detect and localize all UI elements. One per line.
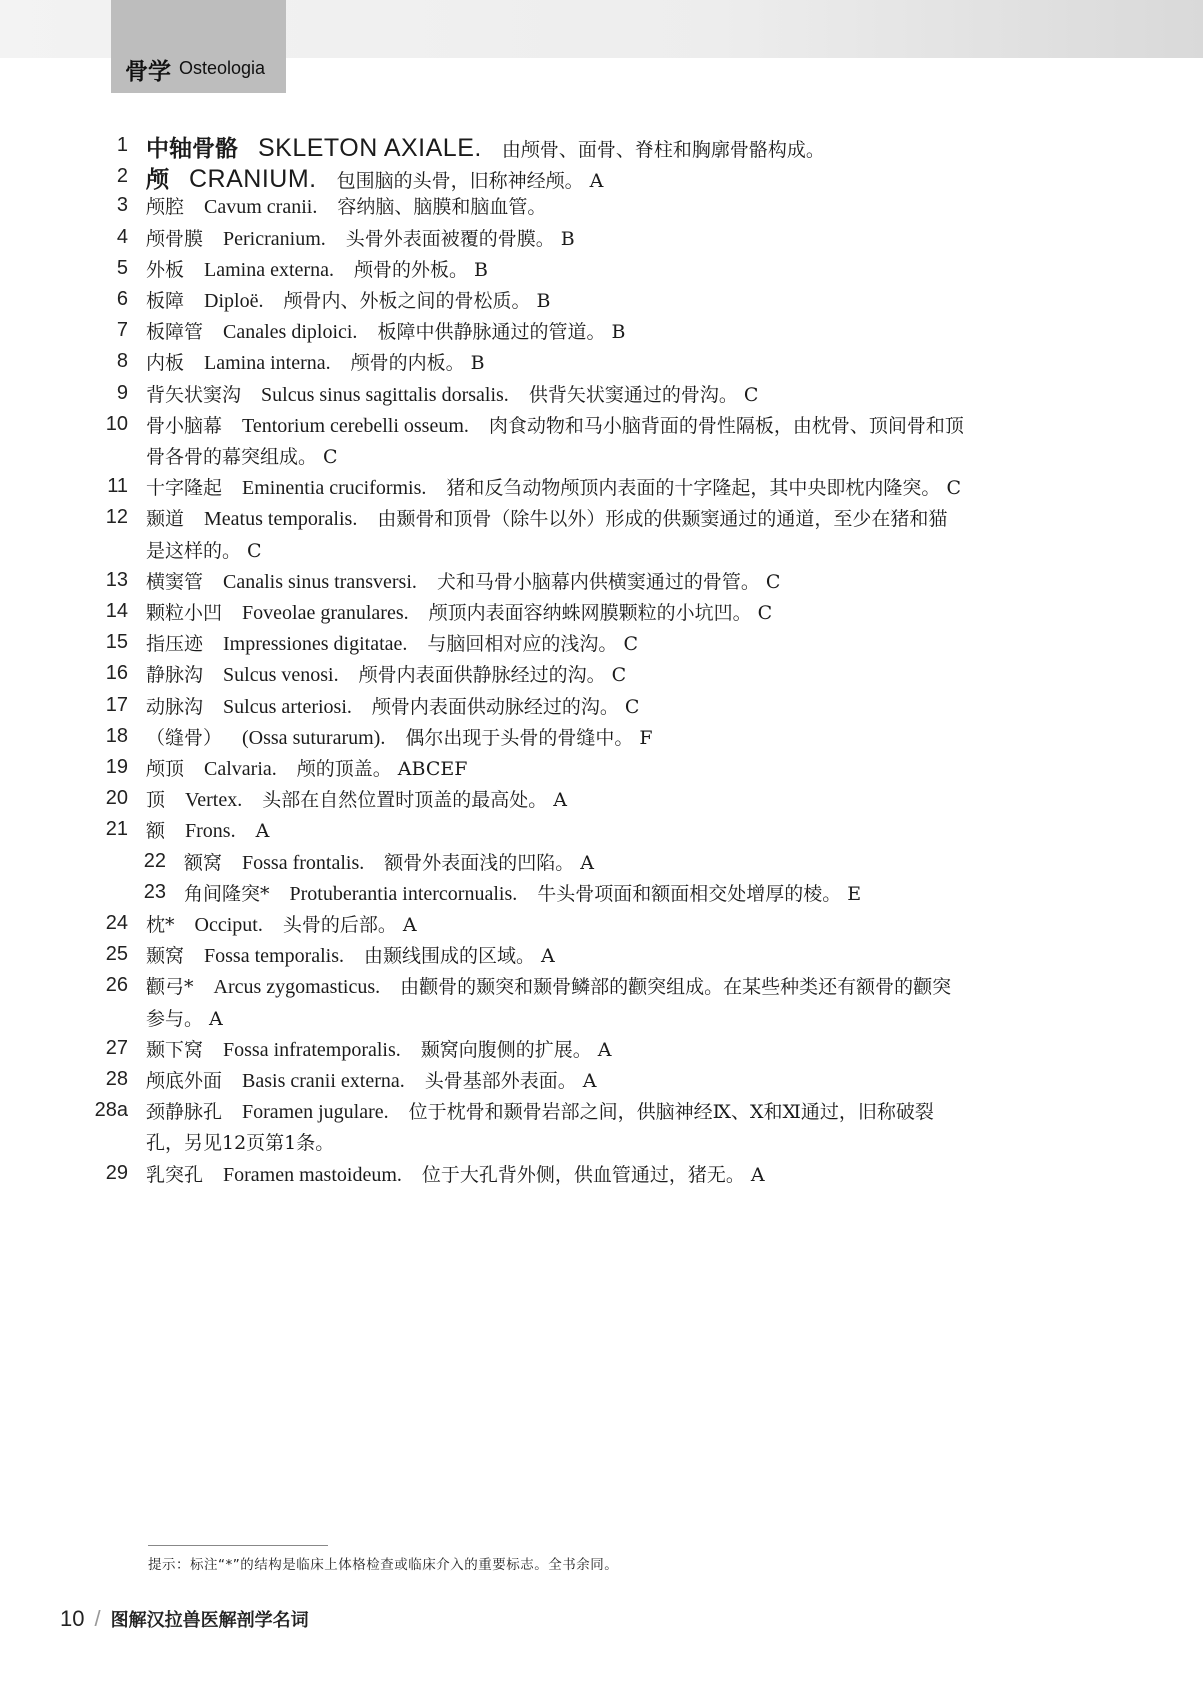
page-footer: [60, 1606, 309, 1632]
term-chinese: 板障管: [146, 321, 204, 344]
entry-number: 27: [105, 1036, 128, 1059]
term-chinese: 板障: [146, 290, 185, 312]
term-description: 位于大孔背外侧，供血管通过，猪无。 A: [421, 1163, 765, 1186]
term-chinese: 枕*: [146, 914, 175, 936]
entry-number: 4: [116, 225, 128, 248]
term-description-continuation: 孔，另见12页第1条。: [146, 1132, 335, 1155]
term-description: 颅骨内表面供静脉经过的沟。 C: [358, 664, 627, 687]
term-latin: Fossa frontalis.: [242, 851, 365, 874]
term-chinese: 内板: [146, 352, 185, 375]
term-chinese: 颞下窝: [146, 1038, 204, 1061]
term-latin: Lamina externa.: [204, 258, 334, 281]
entry-number: 2: [116, 165, 128, 188]
term-latin: Frons.: [185, 820, 236, 843]
term-latin: Sulcus venosi.: [223, 664, 339, 687]
term-description: 包围脑的头骨，旧称神经颅。 A: [336, 170, 604, 193]
term-latin: Canales diploici.: [223, 321, 358, 344]
term-chinese: 额窝: [184, 851, 223, 874]
term-chinese: （缝骨）: [146, 726, 223, 749]
term-chinese: 颅底外面: [146, 1070, 223, 1092]
entry-number: 28a: [94, 1099, 128, 1122]
term-latin: Sulcus arteriosi.: [223, 695, 352, 718]
term-chinese: 动脉沟: [146, 695, 204, 718]
entry-number: 8: [116, 350, 128, 373]
entry-number: 20: [105, 787, 128, 810]
term-chinese: 外板: [146, 258, 185, 281]
entry-number: 1: [116, 134, 128, 156]
term-latin: (Ossa suturarum).: [242, 726, 386, 749]
term-chinese: 颅骨膜: [146, 227, 204, 250]
term-description: 头骨的后部。 A: [282, 914, 417, 936]
page-number: 10: [60, 1606, 85, 1631]
section-title-zh: 骨学: [125, 59, 171, 85]
entry-number: 21: [105, 818, 128, 841]
term-description-continuation: 是这样的。 C: [146, 539, 262, 562]
term-description: 头部在自然位置时顶盖的最高处。 A: [262, 789, 567, 812]
term-description: 位于枕骨和颞骨岩部之间，供脑神经Ⅸ、Ⅹ和Ⅺ通过，旧称破裂: [408, 1101, 934, 1124]
entry-number: 5: [116, 256, 128, 279]
term-description-continuation: 骨各骨的幕突组成。 C: [146, 445, 338, 468]
term-latin: Fossa infratemporalis.: [223, 1038, 401, 1061]
term-latin: Occiput.: [194, 914, 263, 936]
term-chinese: 背矢状窦沟: [146, 383, 242, 406]
term-latin: Foramen mastoideum.: [223, 1163, 402, 1186]
footnote-divider: [148, 1545, 328, 1546]
term-description: 头骨外表面被覆的骨膜。 B: [345, 227, 575, 250]
entry-number: 24: [105, 912, 128, 934]
entry-number: 19: [105, 756, 128, 778]
term-latin: Pericranium.: [223, 227, 326, 250]
term-description: 颅的顶盖。 ABCEF: [296, 758, 468, 780]
term-description: 与脑回相对应的浅沟。 C: [427, 633, 638, 656]
book-title: 图解汉拉兽医解剖学名词: [110, 1610, 309, 1631]
term-chinese: 乳突孔: [146, 1163, 204, 1186]
entry-number: 29: [105, 1161, 128, 1184]
term-latin: Protuberantia intercornualis.: [289, 882, 518, 905]
term-chinese: 骨小脑幕: [146, 414, 223, 437]
term-description: A: [255, 820, 270, 843]
term-chinese: 十字隆起: [146, 477, 223, 500]
term-description: 偶尔出现于头骨的骨缝中。 F: [405, 726, 653, 749]
term-description: 板障中供静脉通过的管道。 B: [377, 321, 626, 344]
term-description: 颅骨内表面供动脉经过的沟。 C: [371, 695, 640, 718]
entry-number: 18: [105, 724, 128, 747]
entry-number: 9: [116, 381, 128, 404]
entry-number: 13: [105, 568, 128, 591]
term-description: 由颧骨的颞突和颞骨鳞部的颧突组成。在某些种类还有额骨的颧突: [400, 976, 952, 999]
term-chinese: 指压迹: [146, 633, 204, 656]
term-latin: Foveolae granulares.: [242, 602, 409, 624]
term-latin: Foramen jugulare.: [242, 1101, 389, 1124]
section-title-latin: Osteologia: [179, 58, 266, 78]
term-description: 肉食动物和马小脑背面的骨性隔板，由枕骨、顶间骨和顶: [488, 414, 964, 437]
term-description: 颅顶内表面容纳蛛网膜颗粒的小坑凹。 C: [428, 602, 773, 624]
term-latin: Lamina interna.: [204, 352, 331, 375]
term-description: 颅骨内、外板之间的骨松质。 B: [283, 290, 551, 312]
term-description: 头骨基部外表面。 A: [424, 1070, 597, 1092]
entry-number: 3: [116, 194, 128, 217]
term-chinese: 颈静脉孔: [146, 1101, 223, 1124]
term-description: 额骨外表面浅的凹陷。 A: [384, 851, 594, 874]
term-latin: Sulcus sinus sagittalis dorsalis.: [261, 383, 509, 406]
entry-number: 28: [105, 1068, 128, 1090]
term-chinese: 颞道: [146, 508, 185, 531]
footnote: 提示：标注“*”的结构是临床上体格检查或临床介入的重要标志。全书余同。: [148, 1557, 619, 1573]
term-latin: Vertex.: [185, 789, 243, 812]
entry-number: 16: [105, 662, 128, 685]
footer-separator: /: [94, 1606, 101, 1631]
term-description: 猪和反刍动物颅顶内表面的十字隆起，其中央即枕内隆突。 C: [446, 477, 961, 500]
term-description: 颅骨的内板。 B: [350, 352, 485, 375]
term-latin: Fossa temporalis.: [204, 945, 345, 968]
term-description: 由颞骨和顶骨（除牛以外）形成的供颞窦通过的通道，至少在猪和猫: [377, 508, 948, 531]
entry-number: 23: [143, 880, 166, 903]
term-description: 由颅骨、面骨、脊柱和胸廓骨骼构成。: [501, 139, 825, 161]
term-chinese: 颗粒小凹: [146, 602, 223, 624]
term-description: 颞窝向腹侧的扩展。 A: [420, 1038, 612, 1061]
term-latin: Canalis sinus transversi.: [223, 570, 417, 593]
term-description: 牛头骨项面和额面相交处增厚的棱。 E: [537, 882, 862, 905]
term-latin: Cavum cranii.: [204, 196, 318, 219]
term-latin: Meatus temporalis.: [204, 508, 358, 531]
term-description: 由颞线围成的区域。 A: [364, 945, 555, 968]
entry-number: 26: [105, 974, 128, 997]
term-latin: Eminentia cruciformis.: [242, 477, 427, 500]
entry-number: 22: [143, 849, 166, 872]
entry-number: 7: [116, 319, 128, 342]
entry-number: 11: [107, 475, 128, 498]
term-chinese: 颞窝: [146, 945, 185, 968]
entry-number: 25: [105, 943, 128, 966]
term-description: 供背矢状窦通过的骨沟。 C: [528, 383, 759, 406]
term-latin: Impressiones digitatae.: [223, 633, 408, 656]
term-chinese: 颅腔: [146, 196, 185, 219]
term-description: 犬和马骨小脑幕内供横窦通过的骨管。 C: [436, 570, 781, 593]
term-latin: Calvaria.: [204, 758, 277, 780]
term-latin: Tentorium cerebelli osseum.: [242, 414, 469, 437]
entry-number: 17: [105, 693, 128, 716]
term-chinese: 颅顶: [146, 758, 185, 780]
entry-number: 6: [116, 288, 128, 310]
term-chinese: 静脉沟: [146, 664, 204, 687]
term-chinese: 横窦管: [146, 570, 204, 593]
term-description: 容纳脑、脑膜和脑血管。: [337, 196, 547, 219]
entry-number: 12: [105, 506, 128, 529]
term-latin: Diploë.: [204, 290, 264, 312]
term-chinese: 颅: [146, 167, 169, 194]
entry-number: 10: [105, 412, 128, 435]
term-latin: Arcus zygomasticus.: [213, 976, 381, 999]
section-header-tab: [111, 0, 286, 93]
entry-number: 15: [105, 631, 128, 654]
term-chinese: 角间隆突*: [184, 882, 270, 905]
term-latin: Basis cranii externa.: [242, 1070, 405, 1092]
term-chinese: 中轴骨骼: [146, 136, 238, 162]
entry-number: 14: [105, 600, 128, 622]
term-description-continuation: 参与。 A: [146, 1007, 223, 1030]
term-chinese: 颧弓*: [146, 976, 194, 999]
term-description: 颅骨的外板。 B: [353, 258, 488, 281]
term-chinese: 顶: [146, 789, 166, 812]
term-latin: CRANIUM.: [189, 165, 317, 194]
term-chinese: 额: [146, 820, 166, 843]
term-latin: SKLETON AXIALE.: [258, 134, 482, 162]
